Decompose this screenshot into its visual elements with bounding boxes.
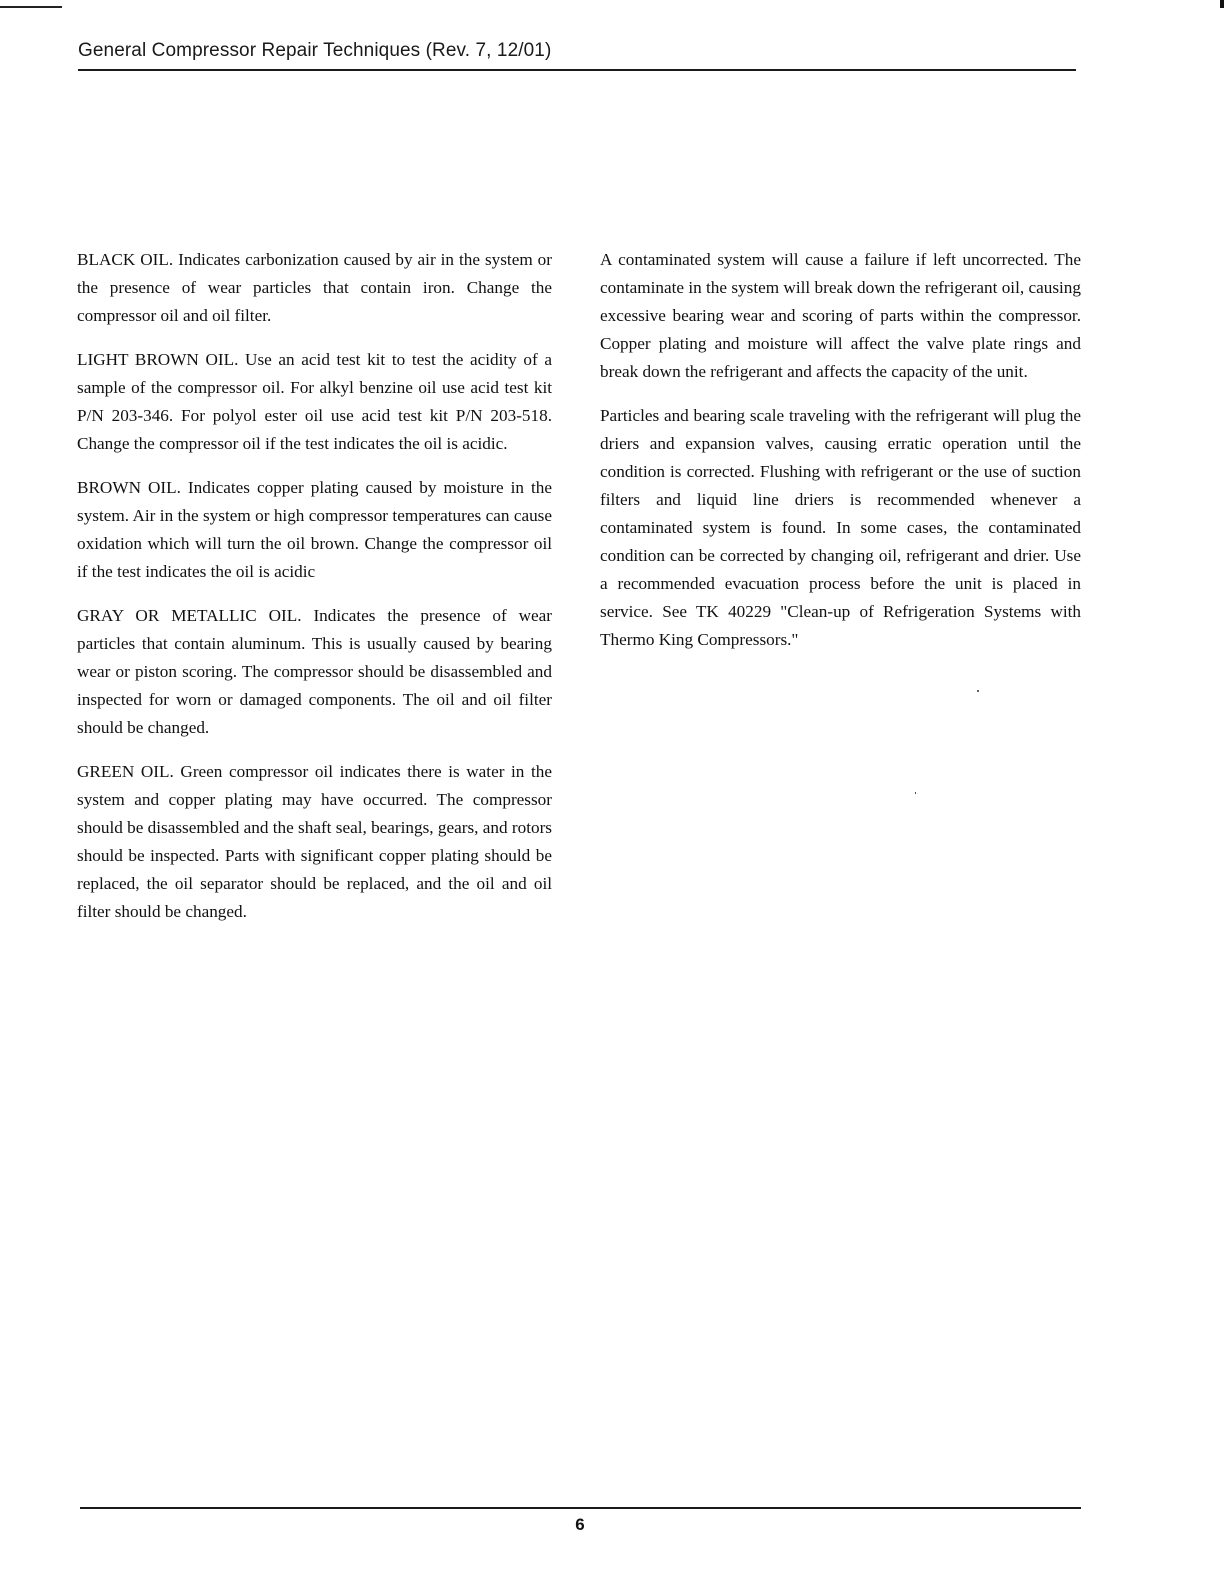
paragraph-green-oil: GREEN OIL. Green compressor oil indicates there is water in the system and copper plating may have occurred. The compressor should be disassembled and the shaft seal, bearings, gears, and rotors should be inspected. Parts with significant copper plating should be replaced, the oil separator should be replaced, and the oil and oil filter should be changed. <box>77 762 552 921</box>
paragraph-particles-bearing-scale: Particles and bearing scale traveling with the refrigerant will plug the driers and expansion valves, causing erratic operation until the condition is corrected. Flushing with refrigerant or the use of suction filters and liquid line driers is recommended whenever a contaminated system is found. In some cases, the contaminated condition can be corrected by changing oil, refrigerant and drier. Use a recommended evacuation process before the unit is placed in service. See TK 40229 "Clean-up of Refrigeration Systems with Thermo King Compressors." <box>600 406 1081 649</box>
scan-edge-mark <box>1220 0 1224 8</box>
scan-corner-mark <box>0 6 62 8</box>
paragraph-light-brown-oil: LIGHT BROWN OIL. Use an acid test kit to test the acidity of a sample of the compressor oil. For alkyl benzine oil use acid test kit P/N 203-346. For polyol ester oil use acid test kit P/N 203-518. Change the compressor oil if the test indicates the oil is acidic. <box>77 350 552 453</box>
header-rule <box>78 69 1076 71</box>
paragraph-gray-metallic-oil: GRAY OR METALLIC OIL. Indicates the presence of wear particles that contain aluminum. This is usually caused by bearing wear or piston scoring. The compressor should be disassembled and inspected for worn or damaged components. The oil and oil filter should be changed. <box>77 606 552 737</box>
right-text-column <box>600 246 1081 670</box>
scan-speck <box>977 690 979 692</box>
paragraph-black-oil: BLACK OIL. Indicates carbonization caused by air in the system or the presence of wear particles that contain iron. Change the compressor oil and oil filter. <box>77 250 552 325</box>
footer-rule <box>80 1507 1081 1509</box>
left-text-column <box>77 246 552 942</box>
running-header-title: General Compressor Repair Techniques (Rev. 7, 12/01) <box>78 40 552 61</box>
paragraph-contaminated-system: A contaminated system will cause a failure if left uncorrected. The contaminate in the system will break down the refrigerant oil, causing excessive bearing wear and scoring of parts within the compressor. Copper plating and moisture will affect the valve plate rings and break down the refrigerant and affects the capacity of the unit. <box>600 250 1081 381</box>
scan-speck <box>915 792 916 794</box>
paragraph-brown-oil: BROWN OIL. Indicates copper plating caused by moisture in the system. Air in the system or high compressor temperatures can cause oxidation which will turn the oil brown. Change the compressor oil if the test indicates the oil is acidic <box>77 478 552 581</box>
page-number: 6 <box>575 1515 585 1534</box>
